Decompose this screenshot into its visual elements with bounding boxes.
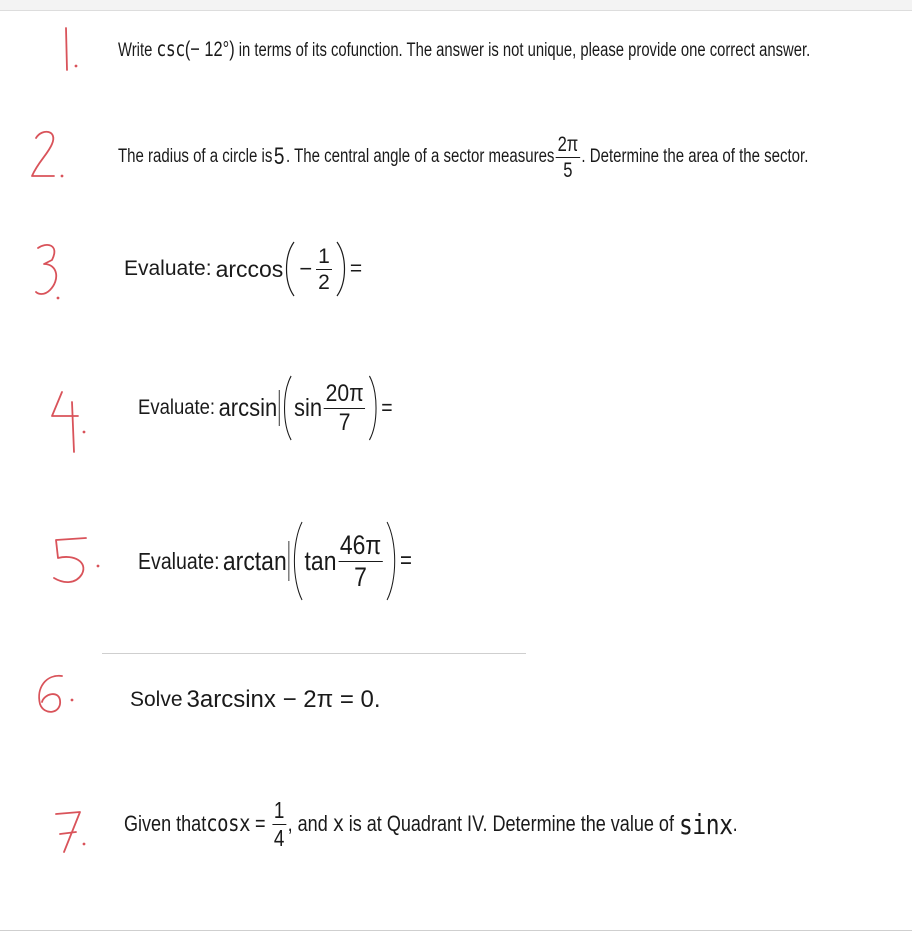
- q2-radius: 5: [273, 143, 285, 170]
- q2-prefix: The radius of a circle is: [118, 146, 273, 167]
- question-1: [118, 32, 888, 66]
- q4-sin: sin: [293, 393, 323, 422]
- handwritten-number-3: [30, 240, 90, 300]
- fraction-bar: [316, 269, 332, 270]
- q5-numerator: 46π: [339, 529, 382, 560]
- handwritten-number-1: [52, 24, 112, 84]
- q4-equals: =: [381, 395, 393, 420]
- question-6: [130, 682, 381, 718]
- q3-sign: −: [299, 256, 313, 281]
- q7-prefix: Given that: [124, 811, 207, 836]
- handwritten-number-4: [48, 388, 108, 448]
- q5-equals: =: [399, 547, 412, 574]
- q2-angle-numerator: 2π: [557, 132, 579, 156]
- top-toolbar-strip: [0, 0, 912, 11]
- q1-csc: csc: [156, 36, 185, 61]
- q7-sinx: sinx: [678, 807, 733, 841]
- q5-fraction: [338, 529, 383, 592]
- q2-middle: . The central angle of a sector measures: [286, 146, 555, 167]
- q6-equation: 3arcsinx − 2π = 0.: [186, 686, 381, 713]
- q5-denominator: 7: [354, 561, 367, 592]
- question-4: [138, 370, 427, 446]
- q4-label: Evaluate:: [138, 396, 216, 419]
- q7-cosx: cosx: [206, 811, 251, 837]
- bracket-mark: [288, 541, 289, 581]
- q4-arcsin: arcsin: [218, 393, 278, 422]
- question-3: [124, 236, 362, 302]
- handwritten-number-2: [28, 128, 88, 188]
- q1-suffix: in terms of its cofunction. The answer is not unique, please provide one correct answer.: [234, 39, 811, 61]
- right-paren: [367, 374, 379, 442]
- question-2: [118, 120, 912, 194]
- q4-numerator: 20π: [325, 379, 364, 407]
- q7-var: x: [332, 811, 344, 837]
- question-5: [138, 516, 460, 606]
- q7-middle: , and: [287, 811, 333, 836]
- bottom-border: [0, 930, 912, 931]
- q6-label: Solve: [130, 688, 183, 711]
- left-paren: [283, 240, 297, 298]
- q1-arg: (− 12°): [184, 37, 235, 61]
- q7-end: .: [732, 811, 738, 836]
- q4-denominator: 7: [338, 408, 351, 436]
- right-paren: [334, 240, 348, 298]
- q3-fraction: [316, 246, 332, 293]
- q2-suffix: . Determine the area of the sector.: [581, 146, 809, 167]
- left-paren: [282, 374, 294, 442]
- left-paren: [291, 520, 305, 602]
- q3-equals: =: [349, 257, 363, 280]
- handwritten-number-5: [48, 534, 108, 594]
- fraction-bar: [556, 157, 580, 158]
- q5-arctan: arctan: [222, 545, 287, 576]
- q3-arccos: arccos: [215, 255, 284, 282]
- q5-tan: tan: [304, 545, 337, 576]
- q2-angle-fraction: [556, 134, 580, 181]
- right-paren: [385, 520, 399, 602]
- question-7: [124, 784, 872, 864]
- handwritten-number-6: [28, 670, 88, 730]
- q7-after-var: is at Quadrant IV. Determine the value of: [343, 811, 679, 836]
- q5-label: Evaluate:: [138, 547, 220, 574]
- q4-fraction: [324, 379, 366, 436]
- q3-numerator: 1: [318, 244, 330, 268]
- q1-prefix: Write: [118, 39, 157, 61]
- handwritten-number-7: [50, 800, 110, 860]
- q2-angle-denominator: 5: [563, 158, 573, 182]
- bracket-mark: [279, 390, 280, 426]
- q7-numerator: 1: [273, 796, 285, 823]
- q3-label: Evaluate:: [124, 257, 212, 280]
- q7-fraction: [272, 796, 286, 851]
- q7-equals: =: [250, 811, 271, 836]
- q3-denominator: 2: [318, 270, 330, 294]
- q7-denominator: 4: [273, 824, 285, 851]
- divider: [102, 653, 526, 654]
